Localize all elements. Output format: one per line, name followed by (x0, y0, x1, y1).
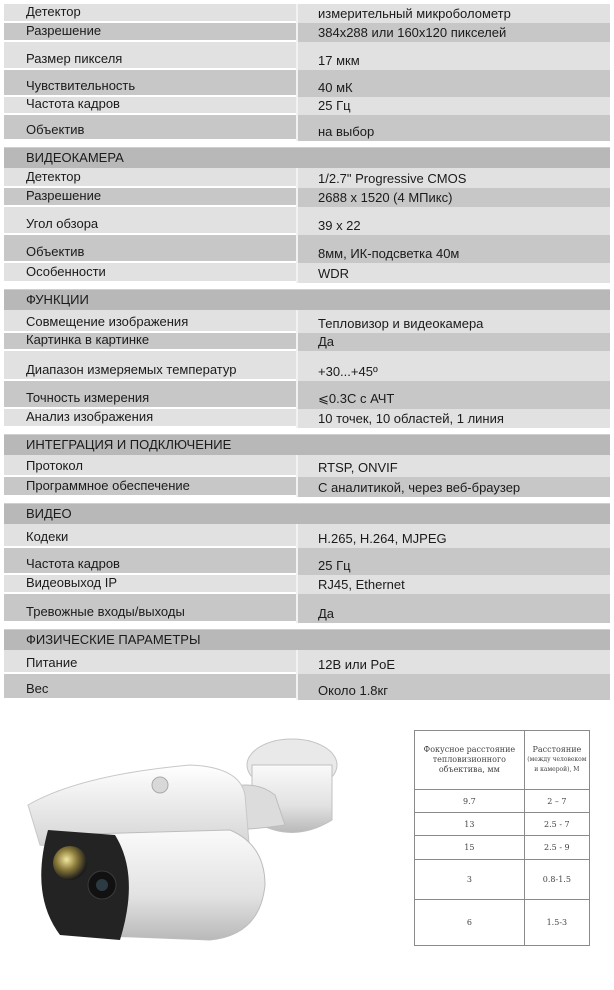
spec-value: на выбор (296, 115, 610, 141)
spec-value: RTSP, ONVIF (296, 455, 610, 477)
spec-label: Питание (4, 650, 296, 672)
spec-row (4, 351, 610, 381)
spec-label: Тревожные входы/выходы (4, 594, 296, 621)
distance-cell: 2.5 - 7 (524, 813, 589, 836)
focal-cell: 13 (415, 813, 525, 836)
spec-row (4, 310, 610, 333)
spec-value: Тепловизор и видеокамера (296, 310, 610, 333)
spec-value: 8мм, ИК-подсветка 40м (296, 235, 610, 263)
spec-label: Объектив (4, 115, 296, 139)
spec-row (4, 674, 610, 700)
spec-section (4, 147, 610, 283)
spec-label: Совмещение изображения (4, 310, 296, 331)
spec-label: Разрешение (4, 188, 296, 205)
spec-value: ⩽0.3C с АЧТ (296, 381, 610, 409)
section-header: ИНТЕГРАЦИЯ И ПОДКЛЮЧЕНИЕ (4, 434, 610, 455)
spec-value: 384x288 или 160x120 пикселей (296, 23, 610, 42)
focal-cell: 3 (415, 859, 525, 899)
spec-value: 17 мкм (296, 42, 610, 70)
spec-row (4, 381, 610, 409)
spec-row (4, 524, 610, 548)
spec-sheet (4, 4, 610, 706)
spec-label: Видеовыход IP (4, 575, 296, 592)
spec-row (4, 188, 610, 207)
distance-cell: 0.8-1.5 (524, 859, 589, 899)
spec-label: Размер пикселя (4, 42, 296, 68)
spec-section (4, 629, 610, 700)
distance-cell: 2.5 - 9 (524, 836, 589, 859)
spec-label: Объектив (4, 235, 296, 261)
spec-label: Программное обеспечение (4, 477, 296, 495)
spec-label: Чувствительность (4, 70, 296, 95)
spec-value: RJ45, Ethernet (296, 575, 610, 594)
spec-row (4, 650, 610, 674)
spec-value: +30...+45º (296, 351, 610, 381)
thermal-bullet-camera-icon (20, 735, 370, 975)
distance-header-note: (между человеком и камерой), М (527, 756, 587, 773)
spec-label: Угол обзора (4, 207, 296, 233)
spec-section (4, 289, 610, 428)
spec-value: 2688 x 1520 (4 МПикс) (296, 188, 610, 207)
spec-label: Частота кадров (4, 97, 296, 113)
table-row (415, 899, 590, 945)
spec-label: Особенности (4, 263, 296, 281)
spec-value: 10 точек, 10 областей, 1 линия (296, 409, 610, 428)
spec-label: Диапазон измеряемых температур (4, 351, 296, 379)
distance-header (524, 731, 589, 790)
section-header: ФУНКЦИИ (4, 289, 610, 310)
spec-section (4, 4, 610, 141)
spec-value: Около 1.8кг (296, 674, 610, 700)
distance-header-main: Расстояние (532, 745, 582, 754)
table-row (415, 836, 590, 859)
spec-row (4, 455, 610, 477)
spec-section (4, 434, 610, 497)
spec-row (4, 168, 610, 188)
spec-label: Частота кадров (4, 548, 296, 573)
spec-row (4, 409, 610, 428)
spec-row (4, 207, 610, 235)
spec-value: измерительный микроболометр (296, 4, 610, 23)
spec-row (4, 594, 610, 623)
spec-row (4, 97, 610, 115)
focal-distance-table (414, 730, 590, 946)
distance-cell: 1.5-3 (524, 899, 589, 945)
spec-value: 40 мК (296, 70, 610, 97)
focal-header: Фокусное расстояние тепловизионного объектива, мм (415, 731, 525, 790)
spec-row (4, 42, 610, 70)
focal-cell: 6 (415, 899, 525, 945)
spec-value: С аналитикой, через веб-браузер (296, 477, 610, 497)
spec-label: Разрешение (4, 23, 296, 40)
spec-value: H.265, H.264, MJPEG (296, 524, 610, 548)
spec-label: Точность измерения (4, 381, 296, 407)
spec-value: Да (296, 594, 610, 623)
section-header: ВИДЕОКАМЕРА (4, 147, 610, 168)
spec-value: 39 x 22 (296, 207, 610, 235)
spec-value: 25 Гц (296, 97, 610, 115)
spec-row (4, 575, 610, 594)
spec-value: Да (296, 333, 610, 351)
spec-label: Кодеки (4, 524, 296, 546)
table-row (415, 813, 590, 836)
spec-row (4, 70, 610, 97)
section-header: ВИДЕО (4, 503, 610, 524)
spec-value: 1/2.7" Progressive CMOS (296, 168, 610, 188)
spec-label: Анализ изображения (4, 409, 296, 426)
spec-row (4, 477, 610, 497)
spec-value: 25 Гц (296, 548, 610, 575)
spec-value: WDR (296, 263, 610, 283)
spec-label: Вес (4, 674, 296, 698)
spec-row (4, 263, 610, 283)
spec-value: 12В или PoE (296, 650, 610, 674)
spec-section (4, 503, 610, 623)
spec-row (4, 115, 610, 141)
spec-label: Протокол (4, 455, 296, 475)
spec-label: Детектор (4, 168, 296, 186)
spec-row (4, 4, 610, 23)
spec-row (4, 23, 610, 42)
focal-cell: 9.7 (415, 790, 525, 813)
spec-label: Картинка в картинке (4, 333, 296, 349)
section-header: ФИЗИЧЕСКИЕ ПАРАМЕТРЫ (4, 629, 610, 650)
spec-row (4, 235, 610, 263)
spec-label: Детектор (4, 4, 296, 21)
spec-row (4, 333, 610, 351)
distance-cell: 2 – 7 (524, 790, 589, 813)
spec-row (4, 548, 610, 575)
focal-cell: 15 (415, 836, 525, 859)
table-row (415, 790, 590, 813)
table-row (415, 859, 590, 899)
